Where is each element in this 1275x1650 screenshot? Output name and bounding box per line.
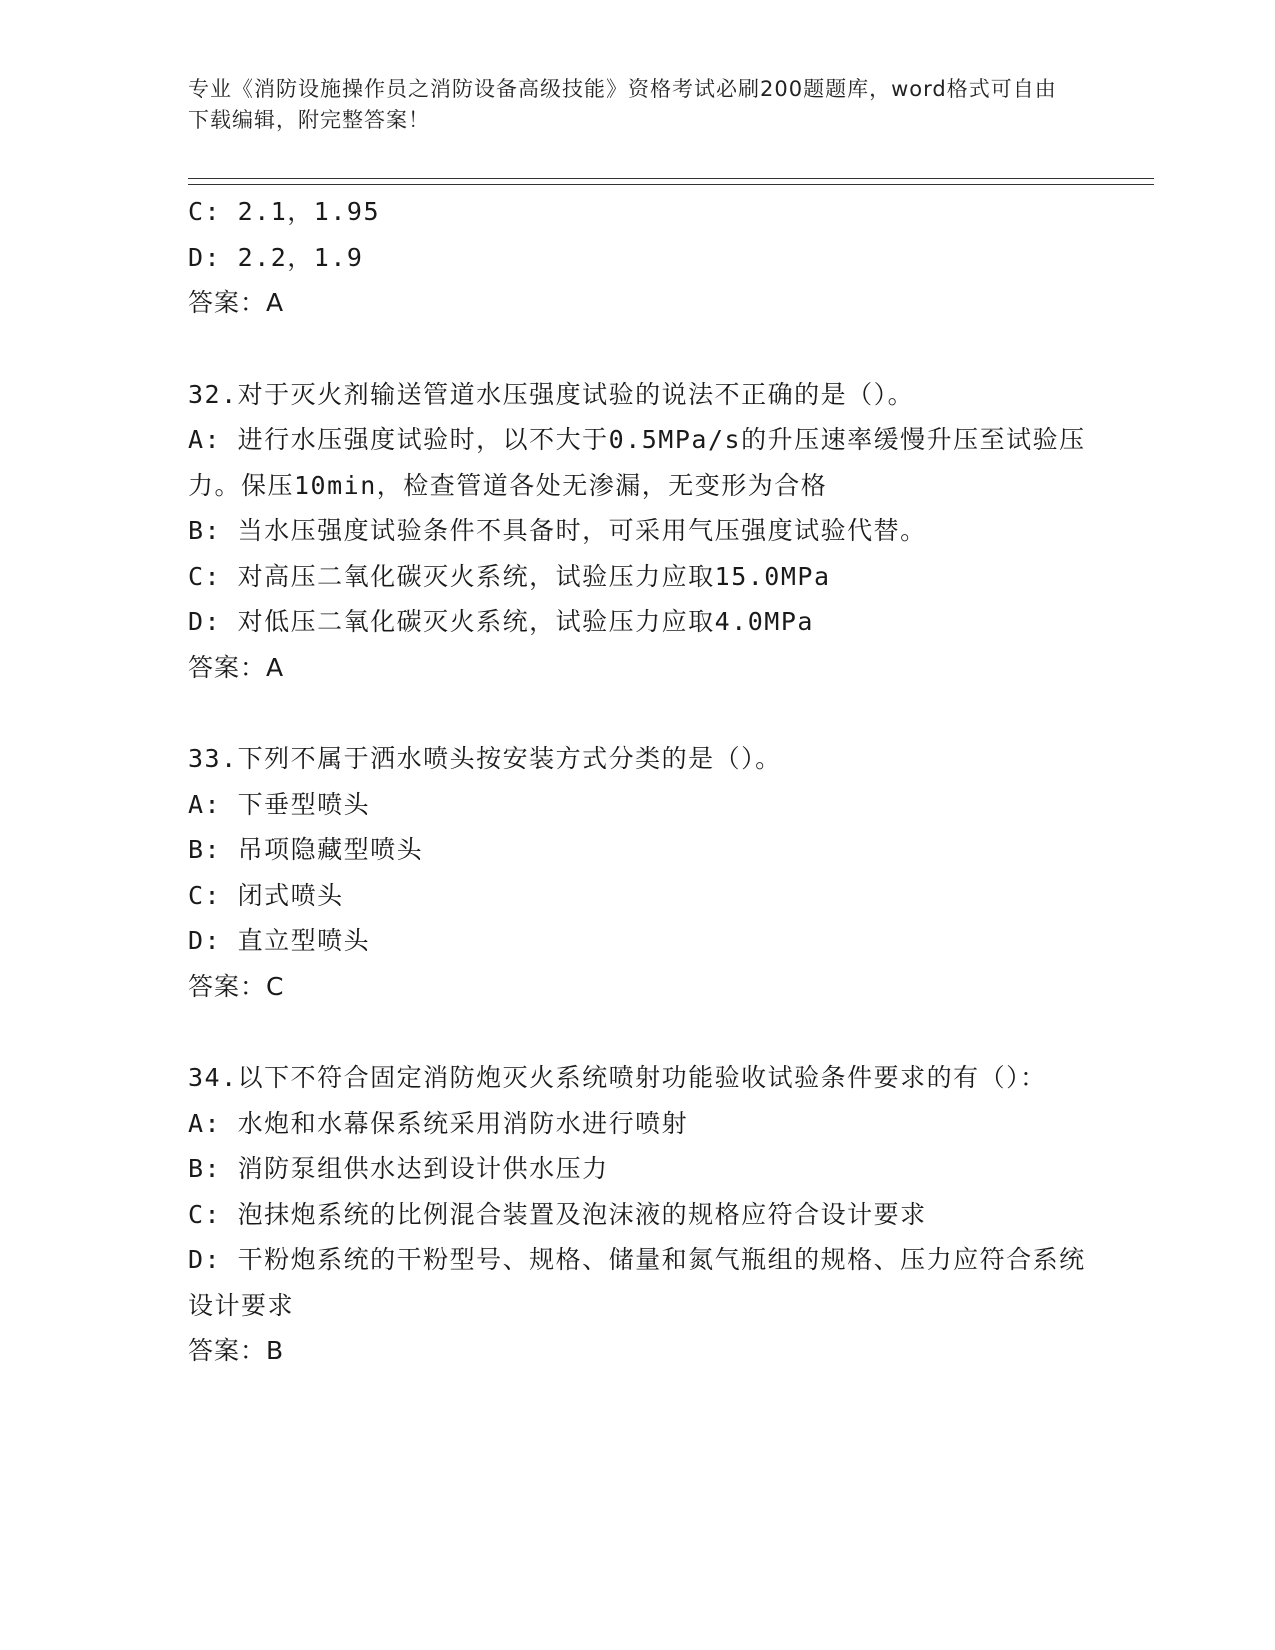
question-33 [188, 736, 1088, 1009]
option-c: C: 对高压二氧化碳灭火系统，试验压力应取15.0MPa [188, 561, 831, 591]
document-body [188, 189, 1088, 1374]
answer-line: 答案：B [188, 1336, 285, 1365]
option-d: D: 对低压二氧化碳灭火系统，试验压力应取4.0MPa [188, 607, 814, 636]
option-d: D: 2.2，1.9 [188, 242, 364, 272]
option-b: B: 当水压强度试验条件不具备时，可采用气压强度试验代替。 [188, 516, 927, 545]
option-c: C: 闭式喷头 [188, 880, 344, 910]
header-divider [188, 178, 1154, 185]
option-b: B: 吊项隐藏型喷头 [188, 835, 424, 864]
page-header: 专业《消防设施操作员之消防设备高级技能》资格考试必刷200题题库，word格式可自由下载编辑，附完整答案！ [188, 77, 1057, 132]
option-a: A: 水炮和水幕保系统采用消防水进行喷射 [188, 1108, 689, 1138]
option-a: A: 下垂型喷头 [188, 789, 371, 819]
answer-line: 答案：A [188, 652, 285, 682]
option-d: D: 直立型喷头 [188, 926, 371, 955]
answer-line: 答案：A [188, 288, 285, 317]
question-stem: 34.以下不符合固定消防炮灭火系统喷射功能验收试验条件要求的有（）： [188, 1063, 1047, 1092]
question-stem: 32.对于灭火剂输送管道水压强度试验的说法不正确的是（）。 [188, 379, 915, 409]
option-c: C: 2.1，1.95 [188, 197, 381, 226]
option-b: B: 消防泵组供水达到设计供水压力 [188, 1154, 609, 1183]
option-d: D: 干粉炮系统的干粉型号、规格、储量和氮气瓶组的规格、压力应符合系统设计要求 [188, 1245, 1086, 1320]
option-a: A: 进行水压强度试验时，以不大于0.5MPa/s的升压速率缓慢升压至试验压力。保压10min，检查管道各处无渗漏，无变形为合格 [188, 425, 1086, 500]
option-c: C: 泡抹炮系统的比例混合装置及泡沫液的规格应符合设计要求 [188, 1199, 927, 1229]
answer-line: 答案：C [188, 971, 285, 1001]
question-stem: 33.下列不属于洒水喷头按安装方式分类的是（）。 [188, 744, 782, 773]
question-34 [188, 1055, 1088, 1374]
question-32 [188, 372, 1088, 691]
previous-question-fragment [188, 189, 1088, 326]
